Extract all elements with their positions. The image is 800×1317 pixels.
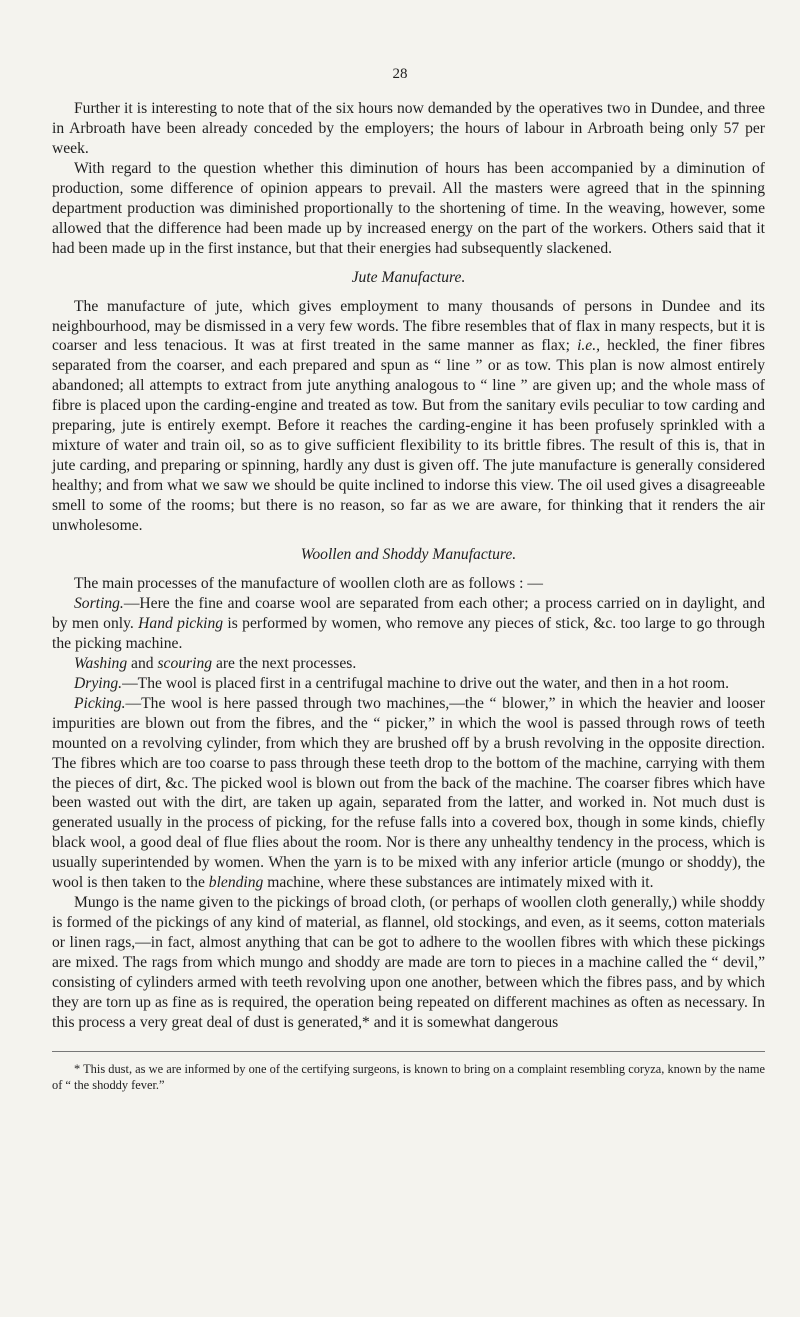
drying-label: Drying.: [74, 674, 123, 692]
paragraph-picking: [52, 694, 765, 894]
page-body: [52, 64, 765, 1093]
paragraph-washing: [52, 654, 765, 674]
page-number: 28: [392, 66, 408, 82]
paragraph-jute: [52, 297, 765, 536]
paragraph-sorting: [52, 594, 765, 654]
paragraph-six-hours: Further it is interesting to note that of the six hours now demanded by the operatives two in Dundee, and three in Arbroath have been already conceded by the employers; the hours of labour in Arbroath being only 57 per week.: [52, 100, 765, 157]
picking-text-b: machine, where these substances are intimately mixed with it.: [263, 874, 654, 892]
paragraph-drying: [52, 674, 765, 694]
footnote-divider-wrap: [52, 1041, 765, 1061]
washing-label: Washing: [74, 654, 128, 672]
drying-text: —The wool is placed first in a centrifugal machine to drive out the water, and then in a hot room.: [122, 674, 729, 692]
footnote-divider: [52, 1051, 765, 1052]
picking-label: Picking.: [74, 694, 126, 712]
jute-text-a: The manufacture of jute, which gives employment to many thousands of persons in Dundee and its neighbourhood, may be dismissed in a very few words. The fibre resembles that of flax in many respects, but it is coarser and less tenacious. It was at first treated in the same manner as flax;: [52, 297, 765, 355]
picking-text-a: —The wool is here passed through two machines,—the “ blower,” in which the heavier and looser impurities are blown out from the fibres, and the “ picker,” in which the wool is passed through rows of teeth mounted on a revolving cylinder, from which they are brushed off by a brush revolving in the opposite direction. The fibres which are too coarse to pass through these teeth drop to the bottom of the machine, carrying with them the pieces of dirt, &c. The picked wool is blown out from the back of the machine. The coarser fibres which have been wasted out with the dirt, are taken up again, separated from the latter, and worked in. Not much dust is generated usually in the process of picking, for the refuse falls into a covered box, though in some kinds, chiefly black wool, a good deal of flue flies about the room. Nor is there any unhealthy tendency in the process, which is usually superintended by women. When the yarn is to be mixed with any inferior article (mungo or shoddy), the wool is then taken to the: [52, 694, 765, 892]
hand-picking-label: Hand picking: [138, 614, 224, 632]
jute-ie: i.e.,: [577, 337, 601, 355]
intro-section: [52, 99, 765, 259]
washing-and: and: [127, 654, 158, 672]
heading-jute-manufacture: Jute Manufacture.: [351, 268, 466, 286]
sorting-label: Sorting.: [74, 594, 124, 612]
heading-woollen-manufacture: Woollen and Shoddy Manufacture.: [300, 546, 517, 564]
paragraph-mungo: Mungo is the name given to the pickings of broad cloth, (or perhaps of woollen cloth generally,) while shoddy is formed of the pickings of any kind of material, as flannel, old stockings, and even, as it seems, cotton materials or linen rags,—in fact, almost anything that can be got to adhere to the woollen fibres with which these pickings are mixed. The rags from which mungo and shoddy are made are torn to pieces in a machine called the “ devil,” consisting of cylinders armed with teeth revolving upon one another, between which the fibres pass, and by which they are torn up as fine as is required, the operation being repeated on different machines as often as necessary. In this process a very great deal of dust is generated,* and it is somewhat dangerous: [52, 894, 765, 1031]
footnote: * This dust, as we are informed by one of the certifying surgeons, is known to bring on a complaint resembling coryza, known by the name of “ the shoddy fever.”: [52, 1061, 765, 1092]
washing-rest: are the next processes.: [212, 654, 357, 672]
jute-text-b: heckled, the finer fibres separated from the coarser, and each prepared and spun as “ line ” or as tow. This plan is now almost entirely abandoned; all attempts to extract from jute anything analogous to “ line ” are given up; and the whole mass of fibre is placed upon the carding-engine and treated as tow. But from the sanitary evils peculiar to tow carding and preparing, jute is entirely exempt. Before it reaches the carding-engine it has been profusely sprinkled with a mixture of water and train oil, so as to give sufficient flexibility to its brittle fibres. The result of this is, that in jute carding, and preparing or spinning, hardly any dust is given off. The jute manufacture is generally considered healthy; and from what we saw we should be quite inclined to indorse this view. The oil used gives a disagreeable smell to some of the rooms; but there is no reason, so far as we are aware, for thinking that it renders the air unwholesome.: [52, 337, 765, 535]
sorting-text-b: is performed by women, who remove any pieces of stick, &c. too large to go through the picking machine.: [52, 614, 765, 652]
blending-label: blending: [208, 874, 264, 892]
paragraph-woollen-intro: The main processes of the manufacture of woollen cloth are as follows : —: [74, 574, 543, 592]
paragraph-production: With regard to the question whether this diminution of hours has been accompanied by a diminution of production, some difference of opinion appears to prevail. All the masters were agreed that in the spinning department production was diminished proportionally to the shortening of time. In the weaving, however, some allowed that the difference had been made up by increased energy on the part of the workers. Others said that it had been made up in the first instance, but that their energies had subsequently slackened.: [52, 159, 765, 257]
scouring-label: scouring: [157, 654, 213, 672]
sorting-text-a: —Here the fine and coarse wool are separated from each other; a process carried on in daylight, and by men only.: [52, 594, 765, 632]
